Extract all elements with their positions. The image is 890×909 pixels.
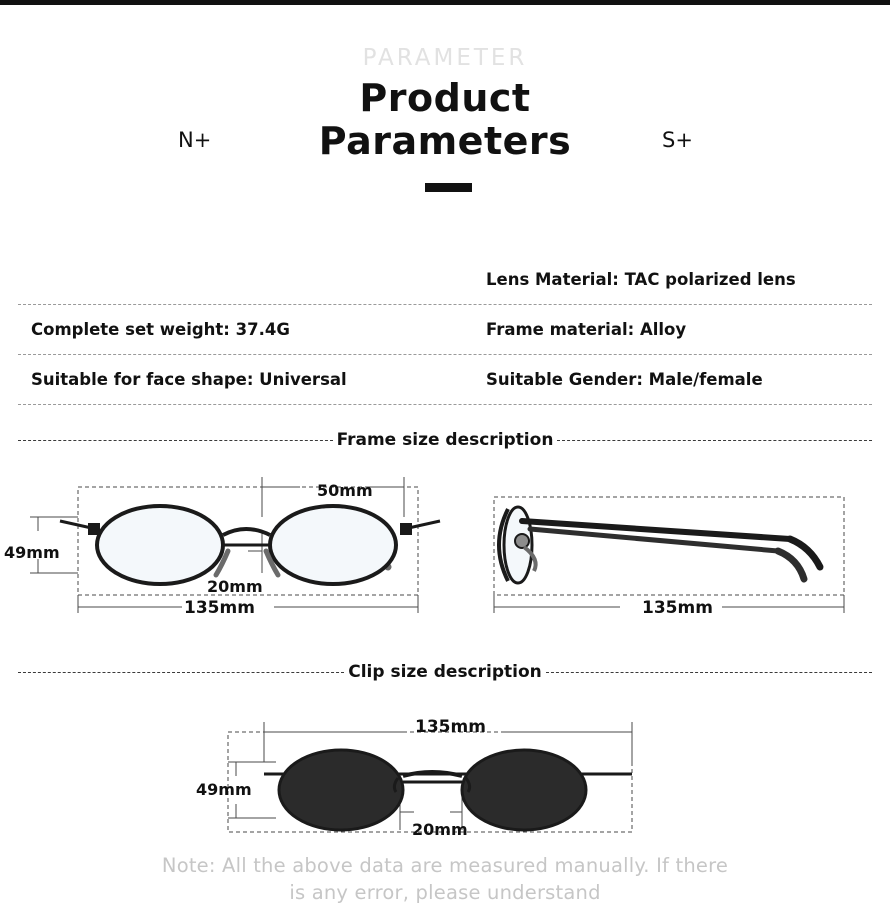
divider-right — [557, 440, 872, 441]
frame-size-section-heading — [18, 430, 872, 450]
clip-total-width-label: 135mm — [415, 717, 486, 737]
table-row — [18, 305, 872, 355]
divider-left — [18, 672, 344, 673]
clip-height-label: 49mm — [196, 780, 252, 799]
clip-bridge-label: 20mm — [412, 820, 468, 839]
note-line-1: Note: All the above data are measured manually. If there — [161, 854, 729, 877]
specification-table — [18, 255, 872, 405]
section-label: Frame size description — [333, 430, 558, 450]
spec-cell-right: Frame material: Alloy — [486, 320, 687, 339]
frame-lens-height-label: 49mm — [4, 543, 60, 562]
badge-south: S+ — [662, 128, 693, 152]
spec-cell-right: Suitable Gender: Male/female — [486, 370, 763, 389]
section-label: Clip size description — [344, 662, 546, 682]
clip-diagram — [0, 690, 890, 845]
clip-size-section-heading — [18, 662, 872, 682]
frame-total-width-label: 135mm — [184, 598, 255, 618]
table-row — [18, 255, 872, 305]
frame-front-view-diagram — [0, 455, 460, 650]
page-header — [0, 5, 890, 220]
note-line-2: is any error, please understand — [289, 881, 601, 904]
spec-cell-left: Suitable for face shape: Universal — [31, 370, 347, 389]
frame-side-view-diagram — [460, 455, 880, 650]
page-title-line-1: Product — [359, 76, 531, 120]
table-row — [18, 355, 872, 405]
divider-left — [18, 440, 333, 441]
spec-cell-left: Complete set weight: 37.4G — [31, 320, 290, 339]
frame-lens-width-label: 50mm — [317, 481, 373, 500]
page-title — [0, 77, 890, 163]
page-title-line-2: Parameters — [318, 119, 572, 163]
manual-measurement-note — [0, 852, 890, 906]
spec-cell-right: Lens Material: TAC polarized lens — [486, 270, 796, 289]
frame-diagrams — [0, 455, 890, 650]
badge-north: N+ — [178, 128, 212, 152]
frame-temple-length-label: 135mm — [642, 598, 713, 618]
frame-bridge-label: 20mm — [207, 577, 263, 596]
watermark-text: PARAMETER — [362, 45, 528, 71]
title-underline — [425, 183, 472, 192]
divider-right — [546, 672, 872, 673]
